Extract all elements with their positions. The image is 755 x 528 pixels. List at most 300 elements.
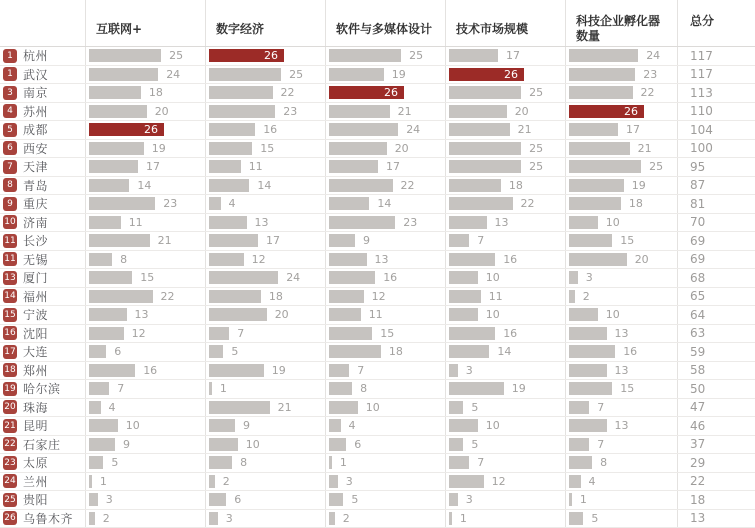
score-cell — [325, 103, 445, 121]
score-cell — [565, 473, 677, 491]
score-value: 5 — [111, 456, 119, 470]
score-cell — [445, 436, 565, 454]
rank-badge: 9 — [3, 197, 17, 211]
score-cell — [205, 454, 325, 472]
score-bar — [209, 493, 226, 506]
score-bar — [209, 160, 241, 173]
city-label: 乌鲁木齐 — [23, 511, 74, 526]
city-label: 天津 — [23, 160, 49, 175]
score-value: 24 — [166, 67, 181, 81]
table-body — [0, 47, 755, 528]
score-value: 4 — [228, 197, 236, 211]
score-value: 20 — [274, 308, 289, 322]
city-label: 长沙 — [23, 234, 49, 249]
score-bar — [569, 197, 621, 210]
score-value: 13 — [614, 419, 629, 433]
rank-badge: 19 — [4, 383, 16, 394]
rank-badge: 16 — [4, 328, 16, 339]
score-cell — [445, 269, 565, 287]
score-bar — [569, 49, 638, 62]
score-cell — [565, 269, 677, 287]
total-score: 47 — [677, 399, 755, 417]
score-cell — [445, 177, 565, 195]
score-cell — [565, 288, 677, 306]
city-label: 珠海 — [23, 400, 49, 415]
score-cell — [445, 380, 565, 398]
score-value: 13 — [254, 215, 269, 229]
table-row — [0, 491, 755, 510]
total-score: 117 — [677, 47, 755, 65]
score-value: 6 — [354, 437, 362, 451]
score-value: 25 — [649, 160, 664, 174]
score-value: 18 — [148, 86, 163, 100]
city-cell — [0, 195, 85, 213]
score-cell — [85, 269, 205, 287]
score-cell — [85, 510, 205, 528]
score-bar — [89, 271, 132, 284]
score-bar — [209, 345, 223, 358]
score-bar — [569, 475, 581, 488]
score-value: 17 — [626, 123, 640, 137]
score-bar — [209, 401, 270, 414]
table-row — [0, 269, 755, 288]
score-value: 12 — [371, 289, 386, 303]
score-bar — [449, 327, 495, 340]
score-bar — [569, 345, 615, 358]
score-cell — [205, 47, 325, 65]
score-cell — [325, 399, 445, 417]
score-cell — [565, 343, 677, 361]
score-cell — [325, 195, 445, 213]
score-bar — [329, 68, 384, 81]
score-bar — [89, 382, 109, 395]
score-cell — [325, 269, 445, 287]
score-cell — [325, 436, 445, 454]
city-cell — [0, 214, 85, 232]
score-bar — [569, 364, 607, 377]
table-row — [0, 195, 755, 214]
score-cell — [205, 177, 325, 195]
score-cell — [205, 288, 325, 306]
score-bar — [569, 438, 589, 451]
score-bar — [569, 234, 612, 247]
score-bar — [569, 290, 575, 303]
score-value: 16 — [143, 363, 158, 377]
score-cell — [445, 325, 565, 343]
score-value: 14 — [137, 178, 152, 192]
score-cell — [445, 288, 565, 306]
city-cell — [0, 362, 85, 380]
score-cell — [325, 140, 445, 158]
total-score: 37 — [677, 436, 755, 454]
score-value: 10 — [485, 419, 500, 433]
total-score: 69 — [677, 251, 755, 269]
score-cell — [445, 140, 565, 158]
score-cell — [445, 510, 565, 528]
total-score: 63 — [677, 325, 755, 343]
score-cell — [205, 306, 325, 324]
score-value: 8 — [360, 382, 368, 396]
score-value: 19 — [511, 382, 526, 396]
score-cell — [205, 325, 325, 343]
table-row — [0, 103, 755, 122]
score-cell — [205, 491, 325, 509]
score-bar — [89, 197, 155, 210]
score-bar — [329, 123, 398, 136]
score-bar — [449, 438, 463, 451]
score-value: 12 — [131, 326, 146, 340]
table-row — [0, 177, 755, 196]
total-score: 46 — [677, 417, 755, 435]
score-cell — [85, 158, 205, 176]
score-cell — [325, 473, 445, 491]
score-value: 25 — [409, 49, 424, 63]
city-label: 青岛 — [23, 178, 49, 193]
table-row — [0, 325, 755, 344]
score-bar — [329, 308, 361, 321]
total-score: 113 — [677, 84, 755, 102]
score-bar — [449, 345, 489, 358]
total-score: 104 — [677, 121, 755, 139]
rank-badge: 17 — [4, 346, 16, 357]
city-label: 石家庄 — [23, 437, 61, 452]
table-row — [0, 158, 755, 177]
score-bar — [329, 419, 341, 432]
score-bar — [569, 271, 578, 284]
city-label: 兰州 — [23, 474, 49, 489]
score-cell — [325, 66, 445, 84]
city-cell — [0, 84, 85, 102]
score-cell — [205, 399, 325, 417]
score-value: 8 — [240, 456, 248, 470]
score-bar — [329, 345, 381, 358]
score-cell — [565, 195, 677, 213]
score-cell — [565, 140, 677, 158]
score-cell — [445, 121, 565, 139]
score-cell — [565, 158, 677, 176]
score-cell — [325, 47, 445, 65]
city-label: 大连 — [23, 345, 49, 360]
score-value: 6 — [234, 493, 242, 507]
score-cell — [325, 454, 445, 472]
score-bar — [329, 160, 378, 173]
table-row — [0, 66, 755, 85]
city-cell — [0, 66, 85, 84]
score-cell — [85, 454, 205, 472]
score-value: 11 — [128, 215, 143, 229]
city-label: 福州 — [23, 289, 49, 304]
total-score: 18 — [677, 491, 755, 509]
score-value: 13 — [134, 308, 149, 322]
score-bar — [209, 456, 232, 469]
score-value: 21 — [277, 400, 292, 414]
table-row — [0, 473, 755, 492]
score-cell — [205, 473, 325, 491]
score-cell — [445, 47, 565, 65]
score-value: 12 — [251, 252, 266, 266]
score-cell — [325, 343, 445, 361]
score-value: 7 — [597, 400, 605, 414]
score-bar — [209, 105, 275, 118]
score-value: 3 — [225, 511, 233, 525]
score-value: 19 — [151, 141, 166, 155]
table-row — [0, 380, 755, 399]
score-bar — [449, 123, 510, 136]
score-value: 17 — [146, 160, 160, 174]
city-label: 苏州 — [23, 104, 49, 119]
score-cell — [325, 325, 445, 343]
score-cell — [565, 399, 677, 417]
score-value: 10 — [125, 419, 140, 433]
score-bar — [329, 475, 338, 488]
score-cell — [85, 473, 205, 491]
score-value: 17 — [266, 234, 280, 248]
score-bar — [329, 290, 364, 303]
city-label: 厦门 — [23, 271, 49, 286]
score-cell — [445, 103, 565, 121]
rank-badge: 23 — [4, 457, 16, 468]
column-header-incubator-count: 科技企业孵化器数量 — [565, 0, 677, 46]
score-cell — [85, 417, 205, 435]
city-label: 重庆 — [23, 197, 49, 212]
score-cell — [205, 121, 325, 139]
city-column-header — [0, 0, 85, 46]
rank-badge: 20 — [4, 402, 16, 413]
score-bar: 26 — [449, 68, 524, 81]
score-value: 4 — [348, 419, 356, 433]
city-cell — [0, 251, 85, 269]
score-value: 16 — [503, 252, 518, 266]
score-cell — [445, 473, 565, 491]
score-cell — [205, 140, 325, 158]
score-value: 18 — [388, 345, 403, 359]
score-value: 20 — [394, 141, 409, 155]
score-bar — [89, 345, 106, 358]
score-value: 21 — [517, 123, 532, 137]
score-value: 4 — [588, 474, 596, 488]
score-value: 5 — [471, 400, 479, 414]
rank-badge: 11 — [4, 235, 16, 246]
total-score: 68 — [677, 269, 755, 287]
city-cell — [0, 399, 85, 417]
city-label: 杭州 — [23, 49, 49, 64]
city-cell — [0, 306, 85, 324]
score-bar — [89, 142, 144, 155]
score-value: 13 — [494, 215, 509, 229]
score-value: 17 — [386, 160, 400, 174]
table-row — [0, 399, 755, 418]
score-value: 19 — [391, 67, 406, 81]
score-bar — [329, 179, 393, 192]
score-value: 5 — [351, 493, 359, 507]
score-bar — [209, 290, 261, 303]
score-bar — [89, 419, 118, 432]
score-value: 5 — [231, 345, 239, 359]
score-bar — [89, 364, 135, 377]
score-bar: 26 — [89, 123, 164, 136]
city-label: 哈尔滨 — [23, 382, 61, 397]
score-bar — [209, 86, 273, 99]
table-row — [0, 121, 755, 140]
score-value: 9 — [363, 234, 370, 248]
score-bar — [569, 86, 633, 99]
score-value: 2 — [582, 289, 590, 303]
score-cell — [445, 158, 565, 176]
score-bar — [89, 49, 161, 62]
rank-badge: 1 — [3, 67, 17, 81]
city-label: 昆明 — [23, 419, 49, 434]
score-value: 15 — [620, 234, 635, 248]
score-value: 1 — [219, 382, 227, 396]
score-value: 15 — [260, 141, 275, 155]
score-bar — [449, 382, 504, 395]
score-bar — [89, 290, 153, 303]
score-bar — [569, 216, 598, 229]
score-bar — [209, 179, 249, 192]
score-cell — [205, 510, 325, 528]
score-bar — [449, 493, 458, 506]
score-bar — [89, 308, 127, 321]
score-cell — [85, 399, 205, 417]
rank-badge: 22 — [4, 439, 16, 450]
score-value: 23 — [283, 104, 298, 118]
score-value: 9 — [243, 419, 250, 433]
score-cell — [85, 177, 205, 195]
score-cell — [325, 306, 445, 324]
score-cell — [565, 491, 677, 509]
score-value: 6 — [114, 345, 122, 359]
score-cell — [565, 510, 677, 528]
score-cell — [565, 232, 677, 250]
score-bar — [449, 308, 478, 321]
score-cell — [205, 214, 325, 232]
score-bar — [89, 475, 92, 488]
score-cell — [325, 232, 445, 250]
score-bar — [449, 419, 478, 432]
score-value: 9 — [123, 437, 130, 451]
score-bar — [209, 308, 267, 321]
score-cell — [565, 306, 677, 324]
score-cell — [325, 288, 445, 306]
score-cell — [205, 232, 325, 250]
score-bar — [209, 327, 229, 340]
city-label: 南京 — [23, 86, 49, 101]
table-row — [0, 288, 755, 307]
score-value: 21 — [157, 234, 172, 248]
score-value: 22 — [520, 197, 535, 211]
score-bar — [329, 382, 352, 395]
table-row — [0, 232, 755, 251]
score-value: 19 — [271, 363, 286, 377]
score-cell — [445, 362, 565, 380]
score-value: 24 — [646, 49, 661, 63]
score-cell — [565, 121, 677, 139]
column-header-software-multimedia: 软件与多媒体设计 — [325, 0, 445, 46]
score-cell — [445, 84, 565, 102]
score-cell — [445, 417, 565, 435]
score-bar — [449, 105, 507, 118]
score-value: 20 — [634, 252, 649, 266]
score-bar — [89, 438, 115, 451]
score-bar — [569, 68, 635, 81]
total-score: 100 — [677, 140, 755, 158]
rank-badge: 26 — [4, 513, 16, 524]
city-cell — [0, 325, 85, 343]
score-bar — [329, 493, 343, 506]
score-value: 18 — [508, 178, 523, 192]
score-value: 24 — [286, 271, 301, 285]
score-cell — [205, 195, 325, 213]
score-cell — [205, 103, 325, 121]
score-cell — [565, 177, 677, 195]
rank-badge: 15 — [4, 309, 16, 320]
score-bar — [89, 68, 158, 81]
score-value: 10 — [605, 215, 620, 229]
table-row — [0, 362, 755, 381]
city-cell — [0, 510, 85, 528]
score-bar — [209, 253, 244, 266]
score-bar — [209, 438, 238, 451]
rank-badge: 11 — [4, 254, 16, 265]
score-value: 10 — [245, 437, 260, 451]
city-cell — [0, 454, 85, 472]
score-bar — [569, 179, 624, 192]
score-cell — [205, 362, 325, 380]
total-score: 50 — [677, 380, 755, 398]
score-bar — [329, 456, 332, 469]
rank-badge: 21 — [4, 420, 16, 431]
score-bar — [449, 290, 481, 303]
score-bar: 26 — [329, 86, 404, 99]
total-score: 13 — [677, 510, 755, 528]
total-score: 87 — [677, 177, 755, 195]
score-cell — [325, 177, 445, 195]
score-cell — [85, 325, 205, 343]
total-score: 95 — [677, 158, 755, 176]
rank-badge: 8 — [3, 178, 17, 192]
table-row — [0, 436, 755, 455]
rank-badge: 24 — [4, 476, 16, 487]
score-value: 25 — [169, 49, 184, 63]
score-cell — [565, 380, 677, 398]
rank-badge: 3 — [3, 86, 17, 100]
total-score: 59 — [677, 343, 755, 361]
score-bar — [569, 512, 583, 525]
score-value: 7 — [477, 234, 485, 248]
city-cell — [0, 491, 85, 509]
score-value: 22 — [640, 86, 655, 100]
score-value: 23 — [163, 197, 178, 211]
rank-badge: 1 — [3, 49, 17, 63]
rank-badge: 25 — [4, 494, 16, 505]
column-header-internet-plus: 互联网+ — [85, 0, 205, 46]
score-cell — [325, 158, 445, 176]
city-label: 成都 — [23, 123, 49, 138]
score-value: 7 — [117, 382, 125, 396]
city-cell — [0, 232, 85, 250]
table-row — [0, 343, 755, 362]
score-bar — [209, 419, 235, 432]
score-bar — [329, 327, 372, 340]
score-cell — [445, 454, 565, 472]
score-cell — [205, 66, 325, 84]
table-row — [0, 454, 755, 473]
score-bar — [569, 382, 612, 395]
score-bar — [569, 160, 641, 173]
score-bar — [329, 142, 387, 155]
score-value: 21 — [397, 104, 412, 118]
total-score: 29 — [677, 454, 755, 472]
